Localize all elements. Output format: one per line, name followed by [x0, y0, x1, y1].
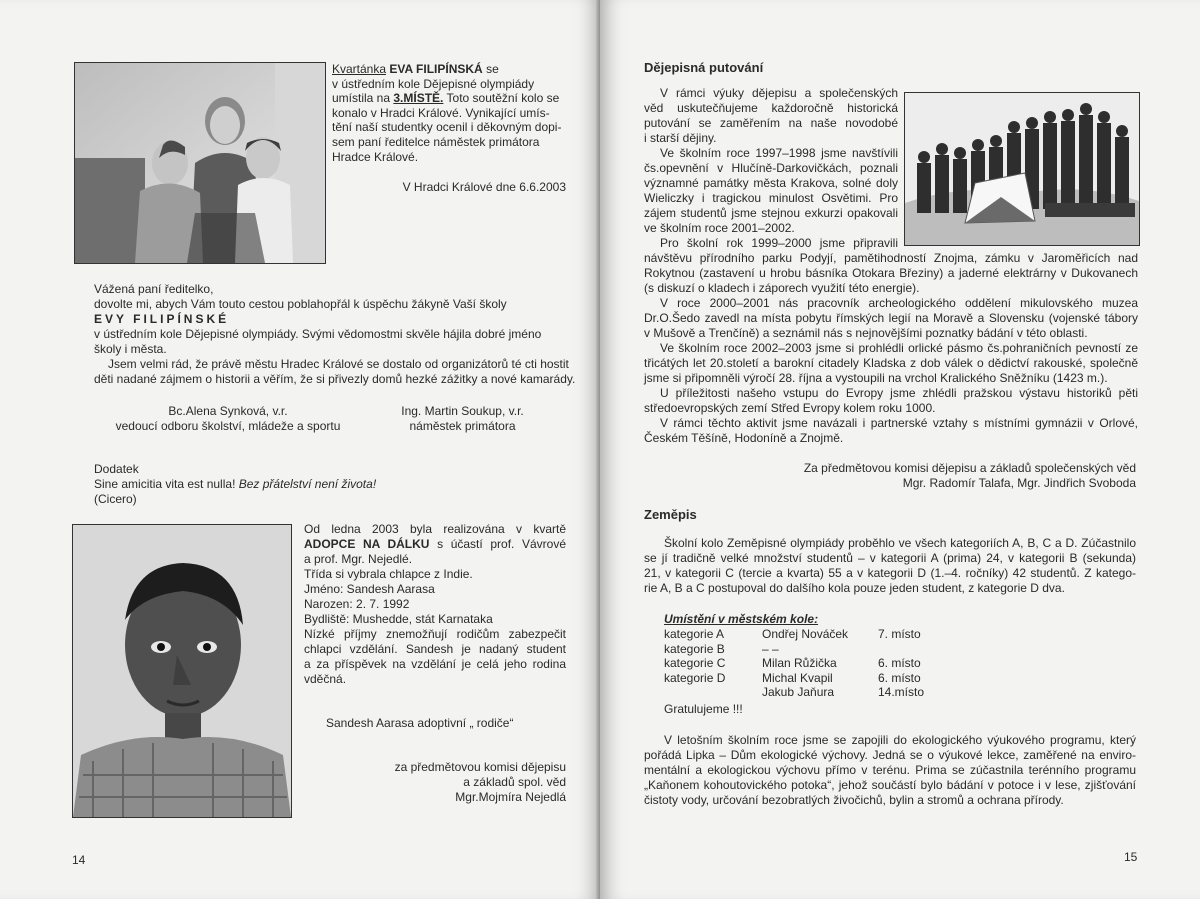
right-page — [600, 0, 1200, 899]
signature-2-role: náměstek primátora — [409, 419, 516, 433]
ranking-place — [878, 642, 924, 657]
table-row — [664, 656, 924, 671]
history-line: čs.opevnění v Hlučíně-Darkovičkách, poznali — [644, 161, 898, 175]
intro-se: se — [486, 62, 499, 76]
letter-line: školy i města. — [94, 342, 167, 356]
intro-name: EVA FILIPÍNSKÁ — [389, 62, 483, 76]
ranking-place: 6. místo — [878, 656, 921, 671]
letter-line: Jsem velmi rád, že právě městu Hradec Králové se dostalo od organizátorů té cti hostit — [108, 357, 569, 371]
intro-date: V Hradci Králové dne 6.6.2003 — [402, 180, 566, 194]
ranking-category: kategorie C — [664, 656, 726, 671]
addendum-title: Dodatek — [94, 462, 139, 476]
history-line: v Mušově a Trenčíně) a seznámil nás s nejnovějšími poznatky bádání v této oblasti. — [644, 326, 1088, 340]
intro-pre: Kvartánka — [332, 62, 387, 76]
table-row — [664, 671, 924, 686]
page-number-left: 14 — [72, 853, 86, 867]
letter-student-name: EVY FILIPÍNSKÉ — [94, 312, 230, 326]
addendum-czech: Bez přátelství není života! — [238, 477, 377, 491]
section-heading-history: Dějepisná putování — [644, 60, 764, 75]
history-line: Wieliczky i tragickou minulost Osvětimi. Pro — [644, 191, 898, 205]
history-line: ve školním roce 2001–2002. — [644, 221, 795, 235]
history-line: V rámci výuky dějepisu a společenských — [660, 86, 898, 100]
ranking-name: Michal Kvapil — [762, 670, 833, 685]
ranking-name: Milan Růžička — [762, 656, 837, 671]
history-signature: Za předmětovou komisi dějepisu a základů společenských věd — [803, 461, 1136, 475]
ranking-category: kategorie B — [664, 641, 725, 656]
adoption-line: chlapci vzdělání. Sandesh je nadaný student — [304, 642, 566, 656]
ranking-category — [664, 685, 762, 700]
ranking-place: 6. místo — [878, 670, 921, 685]
group-photo-image — [905, 93, 1139, 245]
letter-greeting: Vážená paní ředitelko, — [94, 282, 214, 296]
intro-line: konalo v Hradci Králové. Vynikající umís- — [332, 105, 550, 120]
history-line: věd uskutečňujeme každoročně historická — [644, 101, 898, 115]
letter-line: v ústředním kole Dějepisné olympiády. Svými vědomostmi skvěle hájila dobré jméno — [94, 327, 542, 341]
history-line: U příležitosti našeho vstupu do Evropy jsme zhlédli pražskou výstavu historiků pěti — [660, 386, 1138, 400]
letter-line: děti nadané zájmem o historii a věřím, že si přivezly domů hezké zážitky a nové kamarády. — [94, 372, 576, 386]
group-photo — [904, 92, 1140, 246]
history-line: Českém Těšíně, Hodoníně a Znojmě. — [644, 431, 844, 445]
ranking-title: Umístění v městském kole: — [664, 612, 819, 626]
adoption-line: a za příspěvek na vzdělání je celá jeho rodina — [304, 657, 566, 671]
adoption-line — [304, 537, 566, 552]
ecology-line: čistoty vody, určování bezobratlých živočichů, bylin a stromů a ochrana přírody. — [644, 793, 1064, 807]
history-line: návštěvu přírodního parku Podyjí, pamětihodností Znojma, zámku v Jaroměřicích nad — [644, 251, 1138, 265]
addendum-latin: Sine amicitia vita est nulla! — [94, 477, 236, 491]
history-line: V rámci těchto aktivit jsme navázali i partnerské vztahy s místními gymnázii v Orlové, — [660, 416, 1138, 430]
adoptive-parents: Sandesh Aarasa adoptivní „ rodiče“ — [326, 716, 514, 730]
history-line: Rokytnou (zastavení u hrobu básníka Otokara Březiny) a jaderné elektrárny v Dukovanech — [644, 266, 1138, 280]
geography-line: Školní kolo Zeměpisné olympiády proběhlo ve všech kategoriích A, B, C a D. Zúčastnilo — [664, 536, 1136, 550]
adoption-line: Nízké příjmy znemožňují rodičům zabezpečit — [304, 627, 566, 641]
ranking-name: – – — [762, 641, 779, 656]
table-row — [664, 685, 924, 700]
history-line: Ve školním roce 2002–2003 jsme si prohlédli orlické pásmo čs.pohraničních pevností ze — [660, 341, 1138, 355]
adoption-line: Bydliště: Mushedde, stát Karnataka — [304, 612, 493, 626]
adoption-line: Narozen: 2. 7. 1992 — [304, 597, 410, 611]
adoption-line: Jméno: Sandesh Aarasa — [304, 582, 435, 596]
signature-1-role: vedoucí odboru školství, mládeže a sportu — [115, 419, 341, 433]
history-line: Dr.O.Šedo zavedl na místa pobytu římských legií na Moravě a Slovensku (vojenské tábory — [644, 311, 1138, 325]
adoption-signature: Mgr.Mojmíra Nejedlá — [455, 790, 566, 804]
adoption-title: ADOPCE NA DÁLKU — [304, 537, 430, 551]
ecology-line: V letošním školním roce jsme se zapojili do ekologického výukového programu, který — [664, 733, 1136, 747]
history-line: středoevropských zemí Střed Evropy kolem roku 1000. — [644, 401, 936, 415]
boy-portrait-image — [73, 525, 291, 817]
history-signature: Mgr. Radomír Talafa, Mgr. Jindřich Svoboda — [902, 476, 1136, 490]
section-heading-geography: Zeměpis — [644, 507, 697, 522]
addendum-quote — [94, 477, 376, 492]
ranking-table — [664, 627, 924, 700]
ranking-place: 7. místo — [878, 627, 921, 641]
congratulations: Gratulujeme !!! — [664, 702, 743, 716]
history-line: třicátých let 20.století a barokní citadely Kladska z dob válek o dědictví rakouské, společně — [644, 356, 1138, 370]
letter-line: dovolte mi, abych Vám touto cestou poblahopřál k úspěchu žákyně Vaší školy — [94, 297, 507, 311]
history-line: (s diskuzí o kladech i záporech využití této energie). — [644, 281, 920, 295]
history-line: Ve školním roce 1997–1998 jsme navštívili — [660, 146, 898, 160]
page-number-right: 15 — [1124, 850, 1138, 864]
history-line: V roce 2000–2001 nás pracovník archeologického oddělení mikulovského muzea — [660, 296, 1138, 310]
geography-line: 21, v kategorii C (tercie a kvarta) 55 a v kategorii D (1.–4. ročníky) 42 studentů. Z katego- — [644, 566, 1136, 580]
history-line: Pro školní rok 1999–2000 jsme připravili — [660, 236, 898, 250]
adoption-signature: za předmětovou komisi dějepisu — [394, 760, 566, 774]
ranking-name: Jakub Jaňura — [762, 685, 835, 700]
intro-line: tění naší studentky ocenil i děkovným dopi- — [332, 120, 562, 135]
intro-line: umístila na — [332, 91, 391, 106]
students-photo-image — [75, 63, 325, 263]
history-line: zájem studentů jsme stejnou exkurzi opakovali — [644, 206, 898, 220]
intro-paragraph — [332, 62, 570, 164]
history-line: i starší dějiny. — [644, 131, 717, 145]
adoption-signature: a základů spol. věd — [463, 775, 566, 789]
table-row — [664, 642, 924, 657]
ecology-line: mentální a ekologickou výchovu přímo v terénu. Prima se zúčastnila terénního programu — [644, 763, 1136, 777]
ecology-line: pořádá Lipka – Dům ekologické výchovy. Jedná se o výukové lekce, zaměřené na enviro- — [644, 748, 1136, 762]
adoption-line: vděčná. — [304, 672, 347, 686]
adoption-line: Od ledna 2003 byla realizována v kvartě — [304, 522, 566, 536]
addendum-author: (Cicero) — [94, 492, 137, 506]
ranking-name: Ondřej Nováček — [762, 627, 849, 641]
history-line: významné památky města Krakova, solné doly — [644, 176, 898, 190]
ranking-category: kategorie A — [664, 627, 725, 641]
adoption-line: a prof. Mgr. Nejedlé. — [304, 552, 413, 566]
boy-portrait — [72, 524, 292, 818]
intro-place: 3.MÍSTĚ. — [393, 91, 444, 106]
intro-line: v ústředním kole Dějepisné olympiády — [332, 76, 535, 91]
intro-line: sem paní ředitelce náměstek primátora — [332, 134, 540, 149]
adoption-line: Třída si vybrala chlapce z Indie. — [304, 567, 473, 581]
ranking-place: 14.místo — [878, 685, 925, 700]
students-photo — [74, 62, 326, 264]
adoption-line-rest: s účastí prof. Vávrové — [437, 537, 566, 551]
table-row — [664, 627, 924, 642]
intro-line: Toto soutěžní kolo se — [446, 91, 560, 106]
signature-1-name: Bc.Alena Synková, v.r. — [168, 404, 288, 418]
ecology-line: „Kaňonem kohoutovického potoka“, jehož součástí bylo bádání v potoce i v lese, zjišťování — [644, 778, 1136, 792]
history-line: jsme si připomněli výročí 28. října a vystoupili na vrchol Kralického Sněžníku (1423 m.). — [644, 371, 1108, 385]
ranking-category: kategorie D — [664, 670, 726, 685]
intro-line: Hradce Králové. — [332, 149, 419, 164]
geography-line: rie A, B a C postupoval do dalšího kola pouze jeden student, z kategorie D dva. — [644, 581, 1065, 595]
history-line: putování se zaměřením na naše novodobé — [644, 116, 898, 130]
geography-line: se jí tradičně velké množství studentů – v kategorii A (prima) 24, v kategorii B (sekunda) — [644, 551, 1136, 565]
signature-2-name: Ing. Martin Soukup, v.r. — [401, 404, 524, 418]
